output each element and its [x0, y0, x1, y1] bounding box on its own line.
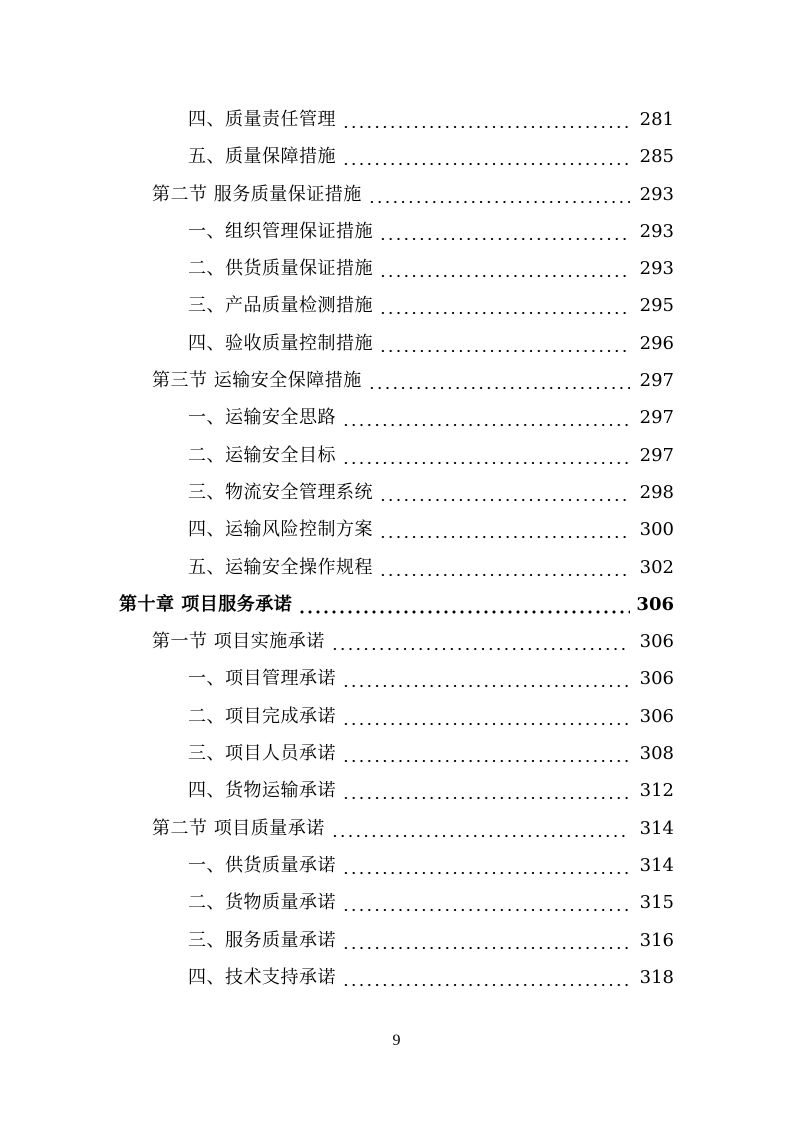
- toc-entry-title: 二、供货质量保证措施: [188, 258, 373, 280]
- toc-dot-leader: [379, 549, 630, 586]
- toc-entry-page-number: 306: [639, 668, 674, 690]
- toc-dot-leader: [342, 101, 630, 138]
- toc-dot-leader: [379, 287, 630, 324]
- toc-entry-page-number: 297: [639, 407, 674, 429]
- toc-entry-title: 三、产品质量检测措施: [188, 295, 373, 317]
- toc-entry-title: 第一节 项目实施承诺: [152, 631, 325, 653]
- toc-section-entry[interactable]: [0, 176, 793, 213]
- toc-section-entry[interactable]: [0, 362, 793, 399]
- toc-dot-leader: [298, 586, 630, 623]
- toc-dot-leader: [379, 250, 630, 287]
- toc-entry-title: 三、物流安全管理系统: [188, 481, 373, 503]
- toc-entry-page-number: 314: [639, 817, 674, 839]
- toc-entry-title: 一、项目管理承诺: [188, 668, 336, 690]
- toc-dot-leader: [368, 176, 630, 213]
- toc-entry-page-number: 314: [639, 854, 674, 876]
- toc-entry-title: 二、运输安全目标: [188, 444, 336, 466]
- toc-entry-title: 四、质量责任管理: [188, 109, 336, 130]
- toc-entry-page-number: 306: [636, 593, 674, 615]
- toc-chapter-entry[interactable]: [0, 586, 793, 623]
- toc-subsection-entry[interactable]: [0, 399, 793, 436]
- toc-subsection-entry[interactable]: [0, 101, 793, 138]
- toc-dot-leader: [342, 847, 630, 884]
- toc-subsection-entry[interactable]: [0, 735, 793, 772]
- toc-dot-leader: [342, 437, 630, 474]
- toc-section-entry[interactable]: [0, 623, 793, 660]
- toc-entry-page-number: 298: [639, 481, 674, 503]
- toc-entry-page-number: 297: [639, 444, 674, 466]
- toc-entry-title: 四、技术支持承诺: [188, 966, 336, 988]
- toc-dot-leader: [342, 959, 630, 996]
- toc-dot-leader: [368, 362, 630, 399]
- toc-entry-page-number: 312: [639, 780, 674, 802]
- toc-dot-leader: [342, 399, 630, 436]
- toc-subsection-entry[interactable]: [0, 772, 793, 809]
- toc-dot-leader: [342, 735, 630, 772]
- toc-section-entry[interactable]: [0, 810, 793, 847]
- toc-dot-leader: [342, 138, 630, 175]
- toc-dot-leader: [342, 698, 630, 735]
- toc-subsection-entry[interactable]: [0, 959, 793, 996]
- toc-dot-leader: [379, 511, 630, 548]
- toc-entry-title: 第十章 项目服务承诺: [119, 593, 293, 615]
- toc-entry-page-number: 293: [639, 258, 674, 280]
- toc-dot-leader: [331, 623, 630, 660]
- toc-entry-page-number: 306: [639, 631, 674, 653]
- toc-entry-title: 第三节 运输安全保障措施: [152, 370, 362, 392]
- toc-entry-title: 三、服务质量承诺: [188, 929, 336, 951]
- toc-entry-title: 一、供货质量承诺: [188, 854, 336, 876]
- toc-dot-leader: [342, 772, 630, 809]
- toc-entry-title: 五、运输安全操作规程: [188, 556, 373, 578]
- toc-entry-title: 二、项目完成承诺: [188, 705, 336, 727]
- toc-subsection-entry[interactable]: [0, 325, 793, 362]
- toc-entry-page-number: 281: [639, 109, 674, 130]
- toc-entry-page-number: 296: [639, 332, 674, 354]
- toc-entry-title: 二、货物质量承诺: [188, 892, 336, 914]
- toc-subsection-entry[interactable]: [0, 250, 793, 287]
- toc-entry-title: 一、运输安全思路: [188, 407, 336, 429]
- toc-subsection-entry[interactable]: [0, 698, 793, 735]
- toc-entry-page-number: 308: [639, 743, 674, 765]
- page-number: 9: [392, 1032, 401, 1049]
- toc-entry-page-number: 315: [639, 892, 674, 914]
- toc-subsection-entry[interactable]: [0, 511, 793, 548]
- toc-dot-leader: [331, 810, 630, 847]
- toc-entry-title: 第二节 服务质量保证措施: [152, 183, 362, 205]
- toc-dot-leader: [379, 474, 630, 511]
- toc-subsection-entry[interactable]: [0, 474, 793, 511]
- toc-entry-page-number: 297: [639, 370, 674, 392]
- toc-subsection-entry[interactable]: [0, 437, 793, 474]
- toc-entry-title: 四、验收质量控制措施: [188, 332, 373, 354]
- toc-entry-title: 一、组织管理保证措施: [188, 220, 373, 242]
- toc-entry-title: 四、运输风险控制方案: [188, 519, 373, 541]
- toc-entry-page-number: 302: [639, 556, 674, 578]
- toc-dot-leader: [379, 213, 630, 250]
- toc-entry-title: 五、质量保障措施: [188, 146, 336, 168]
- toc-entry-page-number: 316: [639, 929, 674, 951]
- toc-subsection-entry[interactable]: [0, 287, 793, 324]
- toc-entry-page-number: 318: [639, 966, 674, 988]
- toc-subsection-entry[interactable]: [0, 847, 793, 884]
- toc-entry-title: 三、项目人员承诺: [188, 743, 336, 765]
- toc-subsection-entry[interactable]: [0, 922, 793, 959]
- toc-subsection-entry[interactable]: [0, 660, 793, 697]
- toc-entry-page-number: 306: [639, 705, 674, 727]
- toc-entry-page-number: 300: [639, 519, 674, 541]
- toc-entry-page-number: 295: [639, 295, 674, 317]
- toc-subsection-entry[interactable]: [0, 213, 793, 250]
- toc-entry-page-number: 293: [639, 183, 674, 205]
- toc-entry-page-number: 285: [639, 146, 674, 168]
- toc-dot-leader: [342, 922, 630, 959]
- toc-entry-title: 第二节 项目质量承诺: [152, 817, 325, 839]
- toc-dot-leader: [342, 884, 630, 921]
- toc-entry-page-number: 293: [639, 220, 674, 242]
- toc-dot-leader: [342, 660, 630, 697]
- toc-entry-title: 四、货物运输承诺: [188, 780, 336, 802]
- table-of-contents: [0, 101, 793, 996]
- toc-dot-leader: [379, 325, 630, 362]
- toc-subsection-entry[interactable]: [0, 549, 793, 586]
- toc-subsection-entry[interactable]: [0, 884, 793, 921]
- toc-subsection-entry[interactable]: [0, 138, 793, 175]
